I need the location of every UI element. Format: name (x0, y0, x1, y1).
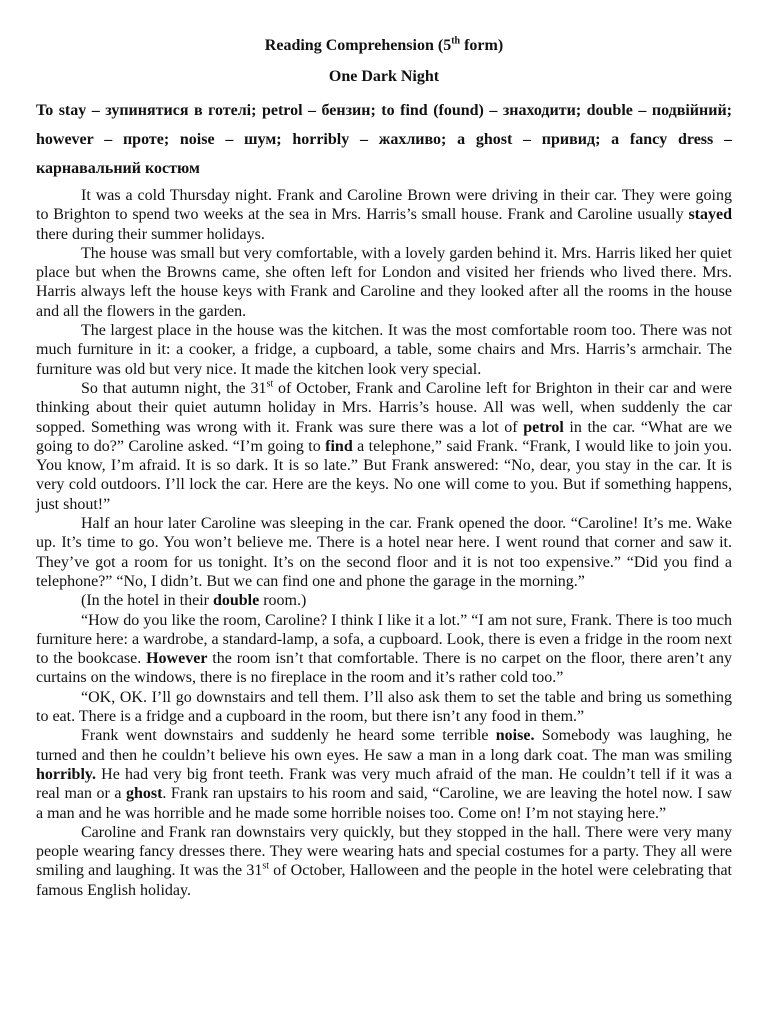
paragraph-5: Half an hour later Caroline was sleeping in the car. Frank opened the door. “Caroline! It’s me. Wake up. It’s time to go. You won’t believe me. There is a hotel near here. I went round that corner and saw it. They’ve got a room for us tonight. It’s on the second floor and it is not too expensive.” “Did you find a telephone?” “No, I didn’t. But we can find one and phone the garage in the morning.” (36, 515, 732, 590)
vocab-word-double: double (212, 592, 260, 610)
vocab-word-stayed: stayed (688, 206, 732, 224)
vocab-word-find: find (325, 437, 353, 455)
paragraph-3: The largest place in the house was the kitchen. It was the most comfortable room too. There was not much furniture in it: a cooker, a fridge, a cupboard, a table, some chairs and Mrs. Harris’s armchair. The furniture was old but very nice. It made the kitchen look very special. (36, 322, 732, 378)
vocab-word-horribly: horribly. (36, 765, 97, 783)
paragraph-8: “OK, OK. I’ll go downstairs and tell them. I’ll also ask them to set the table and bring us something to eat. There is a fridge and a cupboard in the room, but there isn’t any food in them.” (36, 688, 732, 726)
paragraph-1: It was a cold Thursday night. Frank and Caroline Brown were driving in their car. They were going to Brighton to spend two weeks at the sea in Mrs. Harris’s small house. Frank and Caroline usually stayed there during their summer holidays. (36, 187, 732, 243)
vocab-word-petrol: petrol (523, 418, 564, 436)
vocab-word-ghost: ghost (125, 785, 163, 803)
vocabulary-list: To stay – зупинятися в готелі; petrol – бензин; to find (found) – знаходити; double – подвійний; however – проте; noise – шум; horribly – жахливо; a ghost – привид; a fancy dress – карнавальний костюм (36, 102, 732, 177)
vocab-word-however: However (146, 650, 208, 668)
paragraph-2: The house was small but very comfortable, with a lovely garden behind it. Mrs. Harris liked her quiet place but when the Browns came, she often left for London and visited her friends who lived there. Mrs. Harris always left the house keys with Frank and Caroline and they looked after all the rooms in the house and all the flowers in the garden. (36, 244, 732, 320)
story-text (36, 186, 732, 900)
paragraph-7: “How do you like the room, Caroline? I think I like it a lot.” “I am not sure, Frank. There is too much furniture here: a wardrobe, a standard-lamp, a sofa, a cupboard. Look, there is even a fridge in the room next to the bookcase. However the room isn’t that comfortable. There is no carpet on the floor, there aren’t any curtains on the windows, there is no fireplace in the room and it’s rather cold too.” (36, 611, 732, 687)
story-title: One Dark Night (328, 68, 440, 85)
paragraph-4: So that autumn night, the 31st of October, Frank and Caroline left for Brighton in their car and were thinking about their quiet autumn holiday in Mrs. Harris’s house. All was well, when suddenly the car sopped. Something was wrong with it. Frank was sure there was a lot of petrol in the car. “What are we going to do?” Caroline asked. “I’m going to find a telephone,” said Frank. “Frank, I would like to join you. You know, I’m afraid. It is so dark. It is so late.” But Frank answered: “No, dear, you stay in the car. It is very cold outdoors. I’ll lock the car. Here are the keys. No one will come to you. But if something happens, just shout!” (36, 378, 733, 513)
paragraph-10: Caroline and Frank ran downstairs very quickly, but they stopped in the hall. There were very many people wearing fancy dresses there. They were wearing hats and special costumes for a party. They all were smiling and laughing. It was the 31st of October, Halloween and the people in the hotel were celebrating that famous English holiday. (36, 823, 732, 899)
worksheet-title: Reading Comprehension (5th form) (264, 35, 504, 54)
vocab-word-noise: noise. (495, 727, 535, 745)
paragraph-6: (In the hotel in their double room.) (81, 592, 307, 610)
ordinal-suffix: th (451, 35, 461, 47)
paragraph-9: Frank went downstairs and suddenly he heard some terrible noise. Somebody was laughing, he turned and then he couldn’t believe his own eyes. He saw a man in a long dark coat. The man was smiling horribly. He had very big front teeth. Frank was very much afraid of the man. He couldn’t tell if it was a real man or a ghost. Frank ran upstairs to his room and said, “Caroline, we are leaving the hotel now. I saw a man and he was horrible and he made some horrible noises too. Come on! I’m not staying here.” (36, 727, 733, 822)
